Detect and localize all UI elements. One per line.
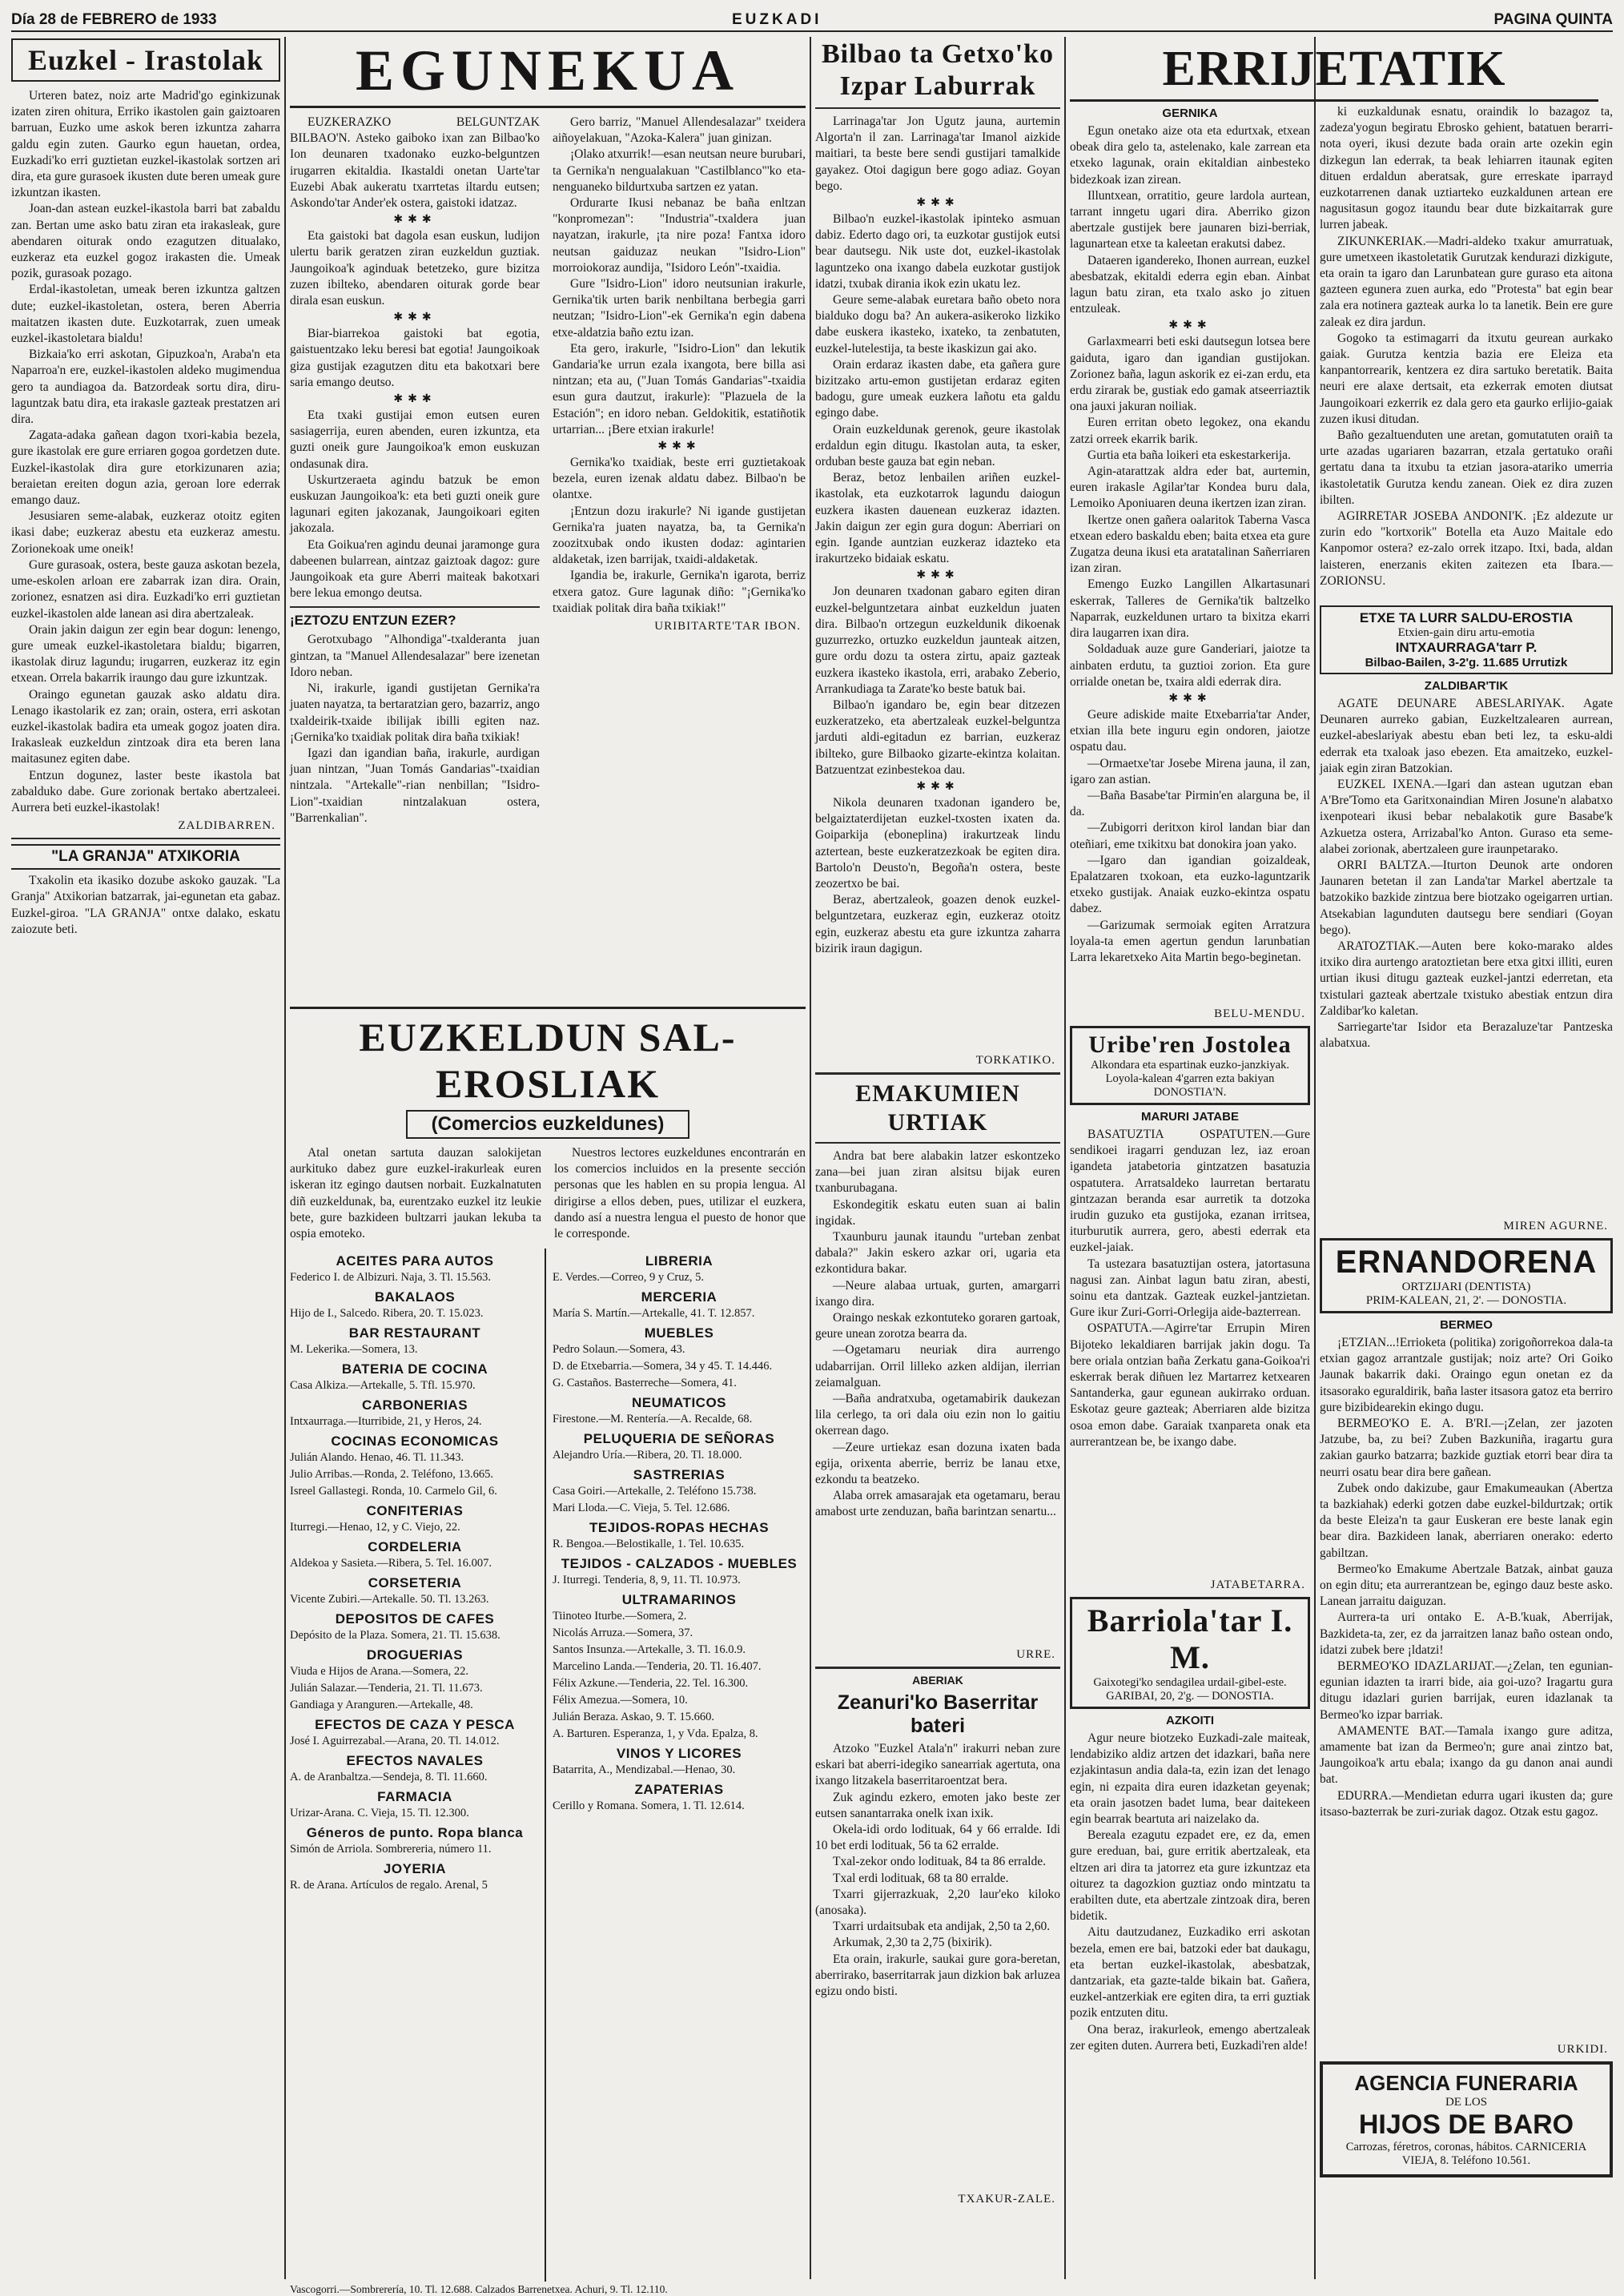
section-label-aberiak: ABERIAK (912, 1674, 963, 1687)
paragraph: Bermeo'ko Emakume Abertzale Batzak, ainbat gauza on egin ditu; eta aurrerantzean be, egingo dauz beste asko. Lanean jarraitu daiguzan. (1320, 1562, 1613, 1609)
store-directory (290, 1007, 806, 2296)
paragraph: Txarri gijerrazkuak, 2,20 laur'eko kiloko (anosaka). (815, 1887, 1060, 1918)
store-entry: Alejandro Uría.—Ribera, 20. Tl. 18.000. (553, 1449, 742, 1462)
paragraph: —Garizumak sermoiak egiten Arratzura loyala-ta emen agertun gendun larunbatian Larra lekaretxeko Aita Martin bego-beginetan. (1070, 918, 1310, 964)
paragraph: Gernika'ko txaidiak, beste erri guztietakoak bezela, euren izenak aldatu dabez. Bilbao'n be olantxe. (553, 456, 806, 502)
paragraph: Gerotxubago "Alhondiga"-txalderanta juan gintzan, ta "Manuel Allendesalazar" bere izenetan Idoro neban. (290, 633, 540, 679)
ad-ernandorena (1320, 1238, 1613, 1313)
paragraph: Ikertze onen gañera oalaritok Taberna Vasca etxean edero baskaldu eben; baita etxea eta gure Zugatza deuna ikusi eta aratatalinan Sañerriaren izan ziran. (1070, 513, 1310, 576)
paragraph: BERMEO'KO E. A. B'RI.—¡Zelan, zer jazoten Jatzube, ba, zu bei? Zuben Bazkuniña, iragartu gura zakian gaurko batzarra; bazkide guztiak etorri bear dira ta neurri osatu bear dira bere gañean. (1320, 1417, 1613, 1479)
store-category-heading: COCINAS ECONOMICAS (331, 1433, 499, 1450)
paragraph: Txarri urdaitsubak eta andijak, 2,50 ta 2,60. (833, 1920, 1051, 1934)
column-3 (815, 37, 1060, 2279)
paragraph: Zubek ondo dakizube, gaur Emakumeaukan (Abertza ta bazkiahak) ederki gotzen dabe euzkel-bildurtzak; ortik da beste Eleiza'n ta gaur Euskeran ere beste lanak egin bear dira. Bazkideen lanak, aberriaren onerako: ederto gabiltzan. (1320, 1481, 1613, 1560)
article-title-zeanuri: Zeanuri'ko Baserritar bateri (837, 1691, 1039, 1737)
store-entry: J. Iturregi. Tenderia, 8, 9, 11. Tl. 10.973. (553, 1574, 741, 1587)
paragraph: ki euzkaldunak esnatu, oraindik lo bazagoz ta, zadeza'yogun begiratu Ebrosko gehient, batatuen berarri-nota oyeri, ikusi dezute bada orain arte ozekin egin dizkegun lan ederrak, ta beak lehiarren itaunak egiten dituen erdaldun aberatsak, gure erreskate iparrayd euzkotarrenen danak uztiarteko euzkaldunen artean ere nagusitasun gogoz itaundu bear dute bizkaitarrak gure lurren jabeak. (1320, 105, 1613, 232)
header-date: Día 28 de FEBRERO de 1933 (11, 11, 217, 28)
store-category-heading: CORDELERIA (368, 1539, 462, 1555)
ad-text-agencia: Carrozas, féretros, coronas, hábitos. CARNICERIA VIEJA, 8. Teléfono 10.561. (1345, 2141, 1587, 2167)
column-rule (810, 37, 811, 2279)
store-footer-line: Vascogorri.—Sombrerería, 10. Tl. 12.688. Calzados Barrenetxea. Achuri, 9. Tl. 12.110. (290, 2283, 668, 2296)
store-entry: Julián Salazar.—Tenderia, 21. Tl. 11.673. (290, 1682, 483, 1695)
ad-title-etxe: ETXE TA LURR SALDU-EROSTIA (1359, 610, 1574, 625)
paragraph: AGATE DEUNARE ABESLARIYAK. Agate Deunaren aurreko gabian, Euzkeltzalearen aurrean, euzkel-abeslariyak abestu eban beti lez, ta esku-aldi ederrak eta txaloak jaso ebezen. Eta amaitzeko, euzkel-jaiak egin ziran Batzokian. (1320, 697, 1613, 775)
store-category-heading: CONFITERIAS (366, 1503, 464, 1519)
paragraph: Gero barriz, "Manuel Allendesalazar" txeidera aiñoyelakuan, "Azoka-Kalera" juan ginizan. (553, 115, 806, 146)
ad-text-la-granja: Txakolin eta ikasiko dozube askoko gauzak. "La Granja" Atxikorian batzarrak, jai-egunetan eta gabaz. Euzkel-giroa. "LA GRANJA" ontxe dalako, eskatu zaiozute beti. (11, 874, 280, 936)
article-body-emakumien-urtiak (815, 1148, 1060, 1645)
ad-title-uribe: Uribe'ren Jostolea (1088, 1031, 1292, 1058)
store-entry: Batarrita, A., Mendizabal.—Henao, 30. (553, 1763, 736, 1777)
paragraph: —Ogetamaru neuriak dira aurrengo udabarrijan. Orril lilleko azken aldijan, ilerrian zeiamalguan. (815, 1343, 1060, 1389)
divider (815, 107, 1060, 109)
paragraph: —Igaro dan igandian goizaldeak, Epalatzaren txokoan, eta euzko-laguntzarik etxeko gustijak. Anaiak euzko-ekintza ospatu dabez. (1070, 853, 1310, 916)
section-heading-eztozu: ¡EZTOZU ENTZUN EZER? (290, 613, 456, 629)
store-category-heading: DROGUERIAS (366, 1647, 464, 1663)
paragraph: Agin-atarattzak aldra eder bat, aurtemin, euren irakasle Agilar'tar Kondea buru dala, Lemoiko Aponiuaren deuna ikertzen izan ziran. (1070, 464, 1310, 511)
egunekua-right-column (553, 115, 806, 1003)
store-category-heading: VINOS Y LICORES (616, 1746, 742, 1762)
ad-address-etxe: Bilbao-Bailen, 3-2'g. 11.685 Urrutizk (1365, 656, 1568, 669)
store-category-heading: TEJIDOS-ROPAS HECHAS (589, 1520, 770, 1536)
store-category-heading: SASTRERIAS (633, 1467, 726, 1483)
store-list-left (290, 1249, 546, 2282)
egunekua-left-column (290, 115, 540, 1003)
paragraph: Baño gezaltuenduten une aretan, gomutatuten oraiñ ta urte azadas ugariaren bazarran, etzala gertatuko orañi gertatu dana ta itxubu ta etzian jasora-atariko umerria ikastoletatik Gurutza kendu zanean. Oiek ez dira zuzen ibilten. (1320, 428, 1613, 507)
store-entry: Simón de Arriola. Sombrereria, número 11. (290, 1843, 492, 1856)
store-entry: Santos Insunza.—Artekalle, 3. Tl. 16.0.9. (553, 1643, 746, 1657)
store-entry: Iturregi.—Henao, 12, y C. Viejo, 22. (290, 1521, 460, 1534)
store-entry: Viuda e Hijos de Arana.—Somera, 22. (290, 1665, 469, 1679)
paragraph: Garlaxmearri beti eski dautsegun lotsea bere gaiduta, igaro dan igandian gustijokan. Zorionez baña, lagun askorik ez ei-zan erdu, eta erdu zirarak be, gustiak edo gamak atseerriaztik ona jauxi jakuran noiliak. (1070, 335, 1310, 414)
store-category-heading: ACEITES PARA AUTOS (336, 1253, 494, 1269)
ad-subtitle-ernandorena: ORTZIJARI (DENTISTA) (1401, 1281, 1531, 1293)
paragraph: Orain erdaraz ikasten dabe, eta gañera gure bizitzako artu-emon gustijetan erdaraz egiten badogu, gure umeak euzkera lañotu eta galdu egingo dabe. (815, 357, 1060, 420)
article-body-izpar-laburrak (815, 114, 1060, 1051)
separator-stars: ✱✱✱ (1168, 320, 1212, 332)
paragraph: Bilbao'n euzkel-ikastolak ipinteko asmuan dabiz. Ederto dago ori, ta euzkotar gustijok eutsi bear dautsegu. Nik uste dot, euzkel-ikastolak laguntzeko ona ixango dabela euzkotar gustijok idatzi, txubak dirania ikok ezin ukatu lez. (815, 212, 1060, 291)
column-2 (290, 37, 806, 2296)
paragraph: Eta gaistoki bat dagola esan euskun, ludijon ulertu barik geratzen ziran euzkeldun guztiak. Jaungoikoa'k aginduak betetzeko, gure bizitza zuzen ibilteko, abendaren oiturak gorde bear dirala esan euskun. (290, 229, 540, 308)
article-signature: URKIDI. (1557, 2043, 1608, 2056)
ad-title-la-granja: "LA GRANJA" ATXIKORIA (11, 844, 280, 870)
article-signature: URIBITARTE'TAR IBON. (654, 620, 801, 633)
paragraph: Bizkaia'ko erri askotan, Gipuzkoa'n, Araba'n eta Naparroa'n ere, euzkel-ikastolen aldeko mugimendua gero ta aundiagoa da. Batzordeak sortu dira, diru-laguntzak batu dira, eta irakasle gazteak prestatzen ari dira. (11, 348, 280, 427)
store-entry: Vicente Zubiri.—Artekalle. 50. Tl. 13.263. (290, 1593, 489, 1606)
store-category-heading: CARBONERIAS (361, 1397, 468, 1413)
column-5 (1320, 104, 1613, 2279)
ad-subtitle-agencia: DE LOS (1445, 2096, 1488, 2109)
paragraph: ARATOZTIAK.—Auten bere koko-marako aldes itxiko dira aurtengo aratoztietan bere etxa gitxi illiti, euren urtian ikusi ditugu gazteak euzkel-jantzi ederretan, eta txistulari gazteak abertzale txistuko abestiak entzun dira Zaldibar'ko kaletan. (1320, 939, 1613, 1018)
section-title-egunekua: EGUNEKUA (290, 38, 806, 108)
store-list-right (553, 1249, 806, 2282)
article-signature: TORKATIKO. (975, 1054, 1055, 1067)
ad-text-barriola: Gaixotegi'ko sendagilea urdail-gibel-este. GARIBAI, 20, 2'g. — DONOSTIA. (1093, 1676, 1287, 1703)
store-entry: R. Bengoa.—Belostikalle, 1. Tel. 10.635. (553, 1538, 745, 1551)
paragraph: Uskurtzeraeta agindu batzuk be emon euskuzan Jaungoikoa'k: eta beti guzti oneik gure lagunari egiten jakozanak, Jaungoikoari egiten jakozala. (290, 472, 540, 536)
store-category-heading: MERCERIA (641, 1289, 718, 1305)
store-category-heading: Géneros de punto. Ropa blanca (306, 1825, 524, 1841)
store-entry: Casa Goiri.—Artekalle, 2. Teléfono 15.738. (553, 1485, 757, 1498)
header-page-number: PAGINA QUINTA (1493, 11, 1613, 28)
paragraph: Illuntxean, orratitio, geure lardola aurtean, tarrant inngetu ugari dira. Aberriko gizon abertzale gustijek bere jaunaren bizi-berriak, lagunartean etxe ta kaleetan erakutsi dabez. (1070, 188, 1310, 251)
paragraph: Txaunburu jaunak itaundu "urteban zenbat dabala?" Jakin eskero azkar ori, ugaria eta ezkontidura bakar. (815, 1230, 1060, 1277)
paragraph: Zagata-adaka gañean dagon txori-kabia bezela, gure ikastolak ere gure erriaren gogoa gordetzen dute. Euzkel-ikastolak dira gure etorkizunaren azia; beraietan ereiten dogun azia, geroan lore ederrak emango dauz. (11, 428, 280, 508)
paragraph: Beraz, abertzaleok, goazen denok euzkel-belguntzetara, euzkeraz egin, euzkeraz otoitz egin, euzkeraz abestu eta gure izkuntza zaharra bizirik iraun dagigun. (815, 893, 1060, 955)
paragraph: Emengo Euzko Langillen Alkartasunari eskerrak, Talleres de Gernika'tik baltzelko Naparrak, euzkeldunen urtaro ta bixitza ekarri dira laugarren ixan dira. (1070, 577, 1310, 641)
store-entry: Mari Lloda.—C. Vieja, 5. Tel. 12.686. (553, 1502, 730, 1515)
paragraph: Oraingo neskak ezkontuteko goraren gartoak, geure unean zorotza bearra da. (815, 1311, 1060, 1341)
paragraph: Ta ustezara basatuztijan ostera, jatortasuna nagusi zan. Ainbat lagun batu ziran, abesti, soinu eta dantzak. Gazteak euzkel-jantzietan. Gure ikur Zuri-Gorri-Orlegija aide-bazterrean. (1070, 1257, 1310, 1320)
article-body-azkoiti (1070, 1731, 1310, 2179)
paragraph: Jesusiaren seme-alabak, euzkeraz otoitz egiten ikasi dabe; euzkeraz abestu eta euzkeraz amestu. Zorionekoak ume oneik! (11, 509, 280, 556)
paragraph: Eta orain, irakurle, saukai gure gora-beretan, aberrirako, baserritarrak jaun dizkion bak arluzea egizu ondo bisti. (815, 1952, 1060, 1999)
article-signature: TXAKUR-ZALE. (958, 2193, 1055, 2206)
store-entry: E. Verdes.—Correo, 9 y Cruz, 5. (553, 1271, 705, 1285)
article-title-izpar-laburrak: Bilbao ta Getxo'ko Izpar Laburrak (821, 39, 1055, 101)
article-signature: BELU-MENDU. (1214, 1007, 1305, 1020)
store-entry: Gandiaga y Aranguren.—Artekalle, 48. (290, 1699, 473, 1712)
paragraph: Geure adiskide maite Etxebarria'tar Ander, etxian illa bete inguru egin ondoren, jaiotze ospatu dau. (1070, 707, 1310, 754)
paragraph: Andra bat bere alabakin latzer eskontzeko zana—bei juan ziran alsitsu bijak euren txanburubagana. (815, 1149, 1060, 1196)
paragraph: Ni, irakurle, igandi gustijetan Gernika'ra juaten nayatza, ta bertaratzian gero, bazarriz, ango txaldeirik-txaide ibilijak ibilli egiten naz. ¡Gernika'ko txaidiak politak dira baña txikiak! (290, 682, 540, 744)
ad-uribe-jostolea (1070, 1026, 1310, 1105)
paragraph: Eta txaki gustijai emon eutsen euren sasiagerrija, euren abenden, euren izkuntza, eta guzti oneik gure Jaungoikoa'k emon euskuzan ondasunak dira. (290, 408, 540, 471)
paragraph: —Zubigorri deritxon kirol landan biar dan oteñiari, eme txikitxu bat donokira joan yako. (1070, 821, 1310, 851)
store-category-heading: ULTRAMARINOS (621, 1592, 737, 1608)
paragraph: Orain jakin daigun zer egin bear dogun: lenengo, gure umeak euzkel-ikastoletara bialdu; bigarren, ikastolak diruz lagundu; irugarren, euzkeraz itz egin etxean. Orrela bakarrik iraungo dau gure izkuntzak. (11, 622, 280, 686)
paragraph: Okela-idi ordo lodituak, 64 y 66 erralde. Idi 10 bet erdi lodituak, 56 ta 62 erralde. (815, 1823, 1060, 1853)
paragraph: Eta gero, irakurle, "Isidro-Lion" dan lekutik Gandaria'ke urrun ezala ixangota, bere billa asi nintzan; eta au, ("Juan Tomás Gandarias"-txaidia esun gura dautzut, irakurle): "Plazuela de la Estación"; en idoro neban. Geldokitik, estatiñotik urtarrian... ¡Bere etxian irakurle! (553, 341, 806, 436)
paragraph: Eskondegitik eskatu euten suan ai balin ingidak. (815, 1197, 1060, 1228)
store-entry: D. de Etxebarria.—Somera, 34 y 45. T. 14.446. (553, 1360, 773, 1373)
store-entry: Félix Amezua.—Somera, 10. (553, 1694, 688, 1707)
paragraph: Bereala ezagutu ezpadet ere, ez da, emen gure ereduan, bai, gure erritik abertzaleak, eta eltzen ari dira ta jatorrez eta gure izkuntzaz eta oiturez ta dagozkion guztiaz ondo mintzatu ta erabilten dute, eta abertzale zintzoak dira, beren bidetik. (1070, 1828, 1310, 1924)
ad-text-uribe: Alkondara eta espartinak euzko-janzkiyak. Loyola-kalean 4'garren ezta bakiyan DONOSTIA'N. (1090, 1059, 1289, 1099)
paragraph: Soldaduak auze gure Ganderiari, jaiotze ta ainbaten erdutu, ta guztioi zorion. Eta gure orrialde onetan be, txaira aldi ederrak dira. (1070, 642, 1310, 689)
store-entry: A. de Aranbaltza.—Sendeja, 8. Tl. 11.660. (290, 1771, 488, 1784)
paragraph: Nikola deunaren txadonan igandero be, belgaiztaterdijetan euzkel-txosten ixaten da. Goiparkija (eboneplina) irakurtzeak lindu aztertean, beste euzkeratzezkoak be egiten dira. Bartolo'n Deusto'n, Begoña'n ostera, beste zeozertxo be bai. (815, 795, 1060, 891)
store-directory-title: EUZKELDUN SAL-EROSLIAK (359, 1015, 737, 1106)
store-entry: Tiinoteo Iturbe.—Somera, 2. (553, 1610, 687, 1623)
paragraph: —Neure alabaa urtuak, gurten, amargarri ixango dira. (815, 1278, 1060, 1309)
store-entry: Pedro Solaun.—Somera, 43. (553, 1343, 685, 1357)
paragraph: Euren erritan obeto legokez, ona ekandu zatzi orreek ekarrik barik. (1070, 416, 1310, 446)
article-signature: JATABETARRA. (1210, 1578, 1305, 1591)
store-category-heading: JOYERIA (383, 1861, 447, 1877)
paragraph: Dataeren igandereko, Ihonen aurrean, euzkel abesbatzak, ekitaldi ederra egin eban. Ainbat lagun batu ziran, eta txalo asko jo zituen entzuleak. (1070, 253, 1310, 316)
section-heading-gernika: GERNIKA (1162, 107, 1218, 120)
article-title-emakumien-urtiak: EMAKUMIEN URTIAK (855, 1080, 1020, 1136)
store-entry: Julián Alando. Henao, 46. Tl. 11.343. (290, 1451, 464, 1465)
ad-subtitle-etxe: Etxien-gain diru artu-emotia (1397, 626, 1535, 639)
store-intro-spanish: Nuestros lectores euzkeldunes encontrarán en los comercios incluidos en la presente sección personas que les hablen en su propia lengua. Al dirigirse a ellos deben, pues, utilizar el euzkera, dando así a nuestra lengua el puesto de honor que le corresponde. (554, 1146, 806, 1241)
paragraph: Gogoko ta estimagarri da itxutu geurean aurkako gaiak. Gurutza kentzia bazia ere Eleiza eta kanpantorrearik, kentzera ez dira sartuko beretatik. Baita neuri ere alaxe dertsait, eta ezkerrak emoten diutsat Jaungoikoari ezkerrik ez dala gero eta gaurko erlijio-gaiak zuzen ikusi ditudan. (1320, 331, 1613, 426)
store-category-heading: NEUMATICOS (631, 1395, 726, 1411)
ad-name-agencia: HIJOS DE BARO (1358, 2109, 1574, 2140)
paragraph: Aurrera-ta uri ontako E. A-B.'kuak, Aberrijak, Bazkideta-ta, zer, ez da jarraitzen lanaz baño ostean ondo, idatzi zubek bere ¡ldatzi! (1320, 1610, 1613, 1657)
column-rule (1064, 37, 1066, 2279)
separator-stars: ✱✱✱ (393, 393, 436, 406)
ad-title-barriola: Barriola'tar I. M. (1087, 1602, 1293, 1675)
paragraph: Arkumak, 2,30 ta 2,75 (bixirik). (833, 1936, 992, 1950)
paragraph: Aitu dautzudanez, Euzkadiko erri askotan bezela, emen ere bai, batzoki eder bat daukagu, eta bertan euzkel-ikastolak, abesbatzak, dantzariak, eta gazte-talde bikain bat. Gañera, euzkel-antzerkiak ere egiten dira, ta erri guztiak pozik entzuten ditu. (1070, 1925, 1310, 2021)
paragraph: Beraz, betoz lenbailen ariñen euzkel-ikastolak, eta euzkotarrok lagundu daiogun euzkera ikasten dauenean euzkeraz idazten. Jakin daigun zer egin gura dogun: Aberriari on egin. Igande auntzian euzkeraz idazteko eta irakurtzeko bidaiak eskatu. (815, 471, 1060, 566)
paragraph: OSPATUTA.—Agirre'tar Errupin Miren Bijoteko lekaldiaren barrijak jakin dogu. Ta bere oriala ontzian baña Zerkatu gana-Goikoa'ri eskerrak berak diñuen lez Martarrez ketxearen Santanderka, gaur egunean aukirrako orduan. Eskotaz geure gazteak; Aberriaren alde bizitza osoa emon dabe. Garaiak txanpareta onak eta aurrerantzean be, be ixango dabe. (1070, 1321, 1310, 1449)
store-entry: Depósito de la Plaza. Somera, 21. Tl. 15.638. (290, 1629, 500, 1643)
article-signature: MIREN AGURNE. (1503, 1220, 1608, 1232)
store-entry: Intxaurraga.—Iturribide, 21, y Heros, 24. (290, 1415, 482, 1429)
paragraph: —Zeure urtiekaz esan dozuna ixaten bada egija, orixenta aberrie, berriz be lanau etxe, ezkondu ta beatzeko. (815, 1440, 1060, 1487)
paragraph: BERMEO'KO IDAZLARIJAT.—¿Zelan, ten egunian-egunian idazten ta irarri bide, aia goi-uzo? Iragartu gura ditugu idazlari gurien barrijak, euren idazlanak ta Bermeo'ko izpar barriak. (1320, 1659, 1613, 1722)
paragraph: Sarriegarte'tar Isidor eta Berazaluze'tar Pantzeska alabatxua. (1320, 1020, 1613, 1051)
store-entry: Hijo de I., Salcedo. Ribera, 20. T. 15.023. (290, 1307, 484, 1321)
separator-stars: ✱✱✱ (916, 197, 959, 210)
paragraph: Agur neure biotzeko Euzkadi-zale maiteak, lendabiziko aldiz artzen det idazkari, baña nere ezjakintasun andia dala-ta, ezin izan det lenago egin, ni ezpaita dira euren idazketan geyenak; eta orain jasotzen badet luma, bear daitekeen egin bearrak beartuta ari naizelako da. (1070, 1731, 1310, 1827)
store-entry: Marcelino Landa.—Tenderia, 20. Tl. 16.407. (553, 1660, 762, 1674)
divider (815, 1072, 1060, 1075)
section-heading-azkoiti: AZKOITI (1166, 1714, 1214, 1727)
paragraph: Atzoko "Euzkel Atala'n" irakurri neban zure eskari bat aberri-idegiko sanearriak agertuta, ona ixango litzakela baserritaroentzat bera. (815, 1742, 1060, 1788)
paragraph: Larrinaga'tar Jon Ugutz jauna, aurtemin Algorta'n il zan. Larrinaga'tar Imanol aizkide maitiari, ta beste bere sendi gustijari tamalkide gayakez. Otoi dagigun bere gogo adiaz. Goyan bego. (815, 115, 1060, 193)
paragraph: Erdal-ikastoletan, umeak beren izkuntza galtzen dute; euzkel-ikastoletan, ostera, beren Aberria maitatzen ikasten dute. Euzkotarrak, zuen umeak euzkel-ikastoletara bialdu! (11, 283, 280, 346)
paragraph: ORRI BALTZA.—Iturton Deunok arte ondoren Jaunaren betetan il zan Landa'tar Markel abertzale ta batzokiko bazkide zintzua bere biotzako ogeigarren urtian. Atsekabian lagunduten dautsegu bere sendiari (Goyan bego). (1320, 858, 1613, 937)
paragraph: EUZKEL IXENA.—Igari dan astean ugutzan eban A'Bre'Tomo eta Garitxonaindian Miren Josune'n alabatxo ixenpoteari ikusi bebar nebalakotik gure Basabe'k Azkuetza ostera, Arrizabal'ko Anton. Guraso eta seme-alabei zorionak, abertzaleen gure iraunpetarako. (1320, 778, 1613, 856)
store-category-heading: EFECTOS DE CAZA Y PESCA (315, 1717, 515, 1733)
ad-name-etxe: INTXAURRAGA'tarr P. (1395, 640, 1538, 655)
store-entry: José I. Aguirrezabal.—Arana, 20. Tl. 14.012. (290, 1735, 500, 1748)
paragraph: ZIKUNKERIAK.—Madri-aldeko txakur amurratuak, gure umetxeen ikastoletatik Gurutzak kendurazi dizkigute, eta orain ta igaro dan Larunbatean gure guraso eta aitona gazteen egunera zuen aurka, edo "Protesta" bat egin bear zala era notinera gazteak aurka lo ta lanetik. Bein ere gure zaleak ez dira jardun. (1320, 234, 1613, 329)
page-header (11, 6, 1613, 32)
store-entry: Félix Azkune.—Tenderia, 22. Tel. 16.300. (553, 1677, 749, 1691)
divider (815, 1142, 1060, 1144)
header-paper-name: EUZKADI (732, 11, 822, 28)
article-body-bermeo (1320, 1335, 1613, 2040)
store-category-heading: CORSETERIA (368, 1575, 462, 1591)
column-1 (11, 37, 280, 2279)
store-entry: Nicolás Arruza.—Somera, 37. (553, 1627, 693, 1640)
paragraph: Bilbao'n igandaro be, egin bear ditzezen euzkeratzeko, eta abertzaleak euzkel-belguntza jarduti aldi-egitadun ez barrian, euzkeraz ibilteko, gure Bilbaoko gizarte-ekintza kolaitan. Batzuentzat ezinbestekoa dau. (815, 698, 1060, 777)
paragraph: Igandia be, irakurle, Gernika'n igarota, berriz etxera gatoz. Gure lagunak diño: "¡Gernika'ko txaidiak politak dira baña txikiak!" (553, 569, 806, 615)
ad-agencia-funeraria (1320, 2061, 1613, 2177)
store-directory-subtitle: (Comercios euzkeldunes) (406, 1110, 690, 1139)
paragraph: —Ormaetxe'tar Josebe Mirena jauna, il zan, igaro zan astian. (1070, 756, 1310, 786)
paragraph: Eta Goikua'ren agindu deunai jaramonge gura dabeenen bularrean, aintzaz gaiztoak dagoz: gure Jaungoikoak eta gure Aberri maiteak bakotxari bere lekua emongo deutsa. (290, 537, 540, 601)
paragraph: ¡Olako atxurrik!—esan neutsan neure burubari, ta Gernika'n nengualakuan "Castilblanco"'ko eta-nenguaneko bildurtxuba sartzen ez yatan. (553, 147, 806, 194)
article-body-euzkel-irastolak (11, 88, 280, 816)
store-entry: Isreel Gallastegi. Ronda, 10. Carmelo Gil, 6. (290, 1485, 497, 1498)
store-category-heading: PELUQUERIA DE SEÑORAS (583, 1431, 775, 1447)
store-entry: Cerillo y Romana. Somera, 1. Tl. 12.614. (553, 1799, 745, 1813)
paragraph: Gure "Isidro-Lion" idoro neutsunian irakurle, Gernika'tik urten barik nenbiltana berbegia garri neutzan; "Isidro-Lion"-ek Gernika'n egin dabena etxe-aldatzia baño eztu izan. (553, 277, 806, 340)
article-body-zeanuri (815, 1741, 1060, 2189)
paragraph: Gurtia eta baña loikeri eta eskestarkerija. (1087, 448, 1291, 462)
paragraph: Urteren batez, noiz arte Madrid'go eginkizunak izaten ziren ohitura, Erriko ikastolen gain gaiztoaren barruan, Euzko ume askok beren izkuntza zaharra galdu egin zuten. Gaurko egun hauetan, ordea, Euzkadi'ko erri guztietan euzkel-ikastolak sortzen ari dira, eta gure gurasoek ikusten dute beren umeak gure izkuntzan ikasten. (11, 89, 280, 200)
store-entry: Julio Arribas.—Ronda, 2. Teléfono, 13.665. (290, 1468, 494, 1482)
egunekua-columns (290, 115, 806, 1003)
ad-title-agencia: AGENCIA FUNERARIA (1354, 2071, 1578, 2095)
paragraph: Egun onetako aize ota eta edurtxak, etxean obeak dira gelo ta, astelenako, kale zarrean eta etxeko lagunak, orain ekitaldian ainbesteko bidezkoak izan zirean. (1070, 124, 1310, 187)
store-category-heading: MUEBLES (644, 1325, 714, 1341)
paragraph: ¡Entzun dozu irakurle? Ni igande gustijetan Gernika'ra juaten nayatza, ba, ta Gernika'n zoozitxubak ondo ikusten dodaz: agintarien aldaketak, izen barrijak, txaidi-aldaketak. (553, 504, 806, 567)
separator-stars: ✱✱✱ (916, 569, 959, 582)
separator-stars: ✱✱✱ (916, 780, 959, 793)
paragraph: Orain euzkeldunak gerenok, geure ikastolak erdaldun egin ditugu. Ikastolan auta, ta esker, orduban beste gauza bat egin neban. (815, 422, 1060, 469)
store-entry: M. Lekerika.—Somera, 13. (290, 1343, 418, 1357)
article-body-continuation (1320, 104, 1613, 601)
store-entry: Urizar-Arana. C. Vieja, 15. Tl. 12.300. (290, 1807, 469, 1820)
paragraph: Gure gurasoak, ostera, beste gauza askotan bezela, ume-eskolen arloan ere zabarrak izan dira. Orain, zorionez, esnatzen asi dira. Euzkadi'ko erri guztietan euzkel-ikastolen alde lanean asi dira abertzaleak. (11, 557, 280, 621)
article-body-maruri (1070, 1127, 1310, 1575)
store-category-heading: BAR RESTAURANT (348, 1325, 481, 1341)
store-category-heading: DEPOSITOS DE CAFES (335, 1611, 495, 1627)
paragraph: Txal erdi lodituak, 68 ta 80 erralde. (833, 1871, 1009, 1885)
section-heading-zaldibar: ZALDIBAR'TIK (1424, 679, 1509, 693)
paragraph: —Baña Basabe'tar Pirmin'en alarguna be, il da. (1070, 788, 1310, 819)
paragraph: AMAMENTE BAT.—Tamala ixango gure aditza, amamente bat izan da Bermeo'n; gure anai zintzo bat, Jaungoikoa'k artu ebala; ixango da gu danon anai aundi bat. (1320, 1723, 1613, 1787)
paragraph: Ona beraz, irakurleok, emengo abertzaleak zer egiten duten. Aurrera beti, Euzkadi'ren alde! (1070, 2022, 1310, 2053)
article-title-euzkel-irastolak: Euzkel - Irastolak (11, 38, 280, 82)
column-rule (284, 37, 286, 2279)
article-body-zaldibar (1320, 696, 1613, 1216)
article-signature: ZALDIBARREN. (178, 819, 275, 833)
store-entry: Casa Alkiza.—Artekalle, 5. Tfl. 15.970. (290, 1379, 476, 1393)
paragraph: ¡ETZIAN...!Errioketa (politika) zorigoñorrekoa dala-ta etxian gagoz arrantzale gustijak; noiz arte? Ori Goiko Jaunak bakarrik daki. Oraingo egun onetan ez da itsasorako eguraldirik, baña laster itsasora gatoz eta berriro gure bizibidearekin ekingo dugu. (1320, 1336, 1613, 1414)
ad-address-ernandorena: PRIM-KALEAN, 21, 2'. — DONOSTIA. (1365, 1294, 1567, 1307)
paragraph: AGIRRETAR JOSEBA ANDONI'K. ¡Ez aldezute ur zurin edo "kortxorik" Botella eta Auzo Maitale edo Kanpomor ostera? ez-zalo orrek itzapo. Itxi, bada, aldan laisteren, enerzanis ekiten zaitezen eta Ibara.—ZORIONSU. (1320, 509, 1613, 588)
divider (11, 838, 280, 839)
separator-stars: ✱✱✱ (393, 214, 436, 227)
paragraph: Alaba orrek amasarajak eta ogetamaru, berau amabost urte zenduzan, baña barintzan senartu... (815, 1489, 1060, 1519)
store-intro-basque: Atal onetan sartuta dauzan salokijetan aurkituko dabez gure euzkel-irakurleak euren iskeran itz egingo dautsen norbait. Euzkalnatuten diñ euzkeldunak, ba, eurentzako euzkel itz leukie bete, gure bazkideen bultzarri jaukan lekuba ta ospia emoteko. (290, 1146, 541, 1241)
paragraph: Jon deunaren txadonan gabaro egiten diran euzkel-belguntzetara ainbat euzkeldun juaten dira. Bilbao'n ortzegun euzkeldunik dikoenak guzurrezko, ortuzko euzkeldun jaunteak aitzen, gure ordu dozu ta ostera zirtu, apaiz gazteak euzkera ikasteko ikastola, erri, arabako Zeberio, Arrankudiaga ta Zarate'ko beste batuk bai. (815, 585, 1060, 696)
store-entry: Julián Beraza. Askao, 9. T. 15.660. (553, 1711, 715, 1724)
paragraph: Entzun dogunez, laster beste ikastola bat zabalduko dabe. Gure zorionak bertako abertzaleei. Aurrera beti euzkel-ikastolak! (11, 768, 280, 814)
paragraph: Biar-biarrekoa gaistoki bat egotia, gaistuentzako leku beresi bat egotia! Jaungoikoak giza gustijak ezagutzen ditu eta bakotxari bere saria emango deutso. (290, 327, 540, 389)
paragraph: Igazi dan igandian baña, irakurle, aurdigan juan nintzan, "Juan Tomás Gandarias"-txaidian nintzala. "Artekalle"-rian nenbillan; "Isidro-Lion"-txaidian nintzalakuan ostera, "Barrenkalian". (290, 746, 540, 825)
section-title-errijetatik: ERRIJETATIK (1070, 38, 1598, 102)
separator-stars: ✱✱✱ (1168, 692, 1212, 705)
store-entry: Firestone.—M. Rentería.—A. Recalde, 68. (553, 1413, 753, 1426)
separator-stars: ✱✱✱ (393, 312, 436, 324)
ad-etxe-ta-lurr (1320, 605, 1613, 674)
store-category-heading: LIBRERIA (645, 1253, 714, 1269)
paragraph: Joan-dan astean euzkel-ikastola barri bat zabaldu zan. Bertan ume asko batu ziran eta irakasleak, gure abendaren oiturak ondo ezagutzen ditualako, euzkeraz eta euzkel gogoz irakasten die. Umeak pozik, gurasoak pozago. (11, 202, 280, 281)
ad-title-ernandorena: ERNANDORENA (1335, 1245, 1598, 1280)
section-heading-maruri: MARURI JATABE (1141, 1110, 1239, 1124)
store-category-heading: ZAPATERIAS (634, 1782, 724, 1798)
store-entry: Federico I. de Albizuri. Naja, 3. Tl. 15.563. (290, 1271, 492, 1285)
paragraph: EDURRA.—Mendietan edurra ugari ikusten da; gure itsaso-bazterrak be zuri-zuriak dagoz. Otzak estu gagoz. (1320, 1788, 1613, 1819)
section-heading-bermeo: BERMEO (1440, 1318, 1493, 1332)
paragraph: —Baña andratxuba, ogetamabirik daukezan lila cerlego, ta ori dala oiu ezin non lo gaitiu okerrean dago. (815, 1392, 1060, 1438)
paragraph: BASATUZTIA OSPATUTEN.—Gure sendikoei iragarri genduzan lez, iaz eroan igandeta jatabetoria gintzatzen basatuzia ospatutera. Arratsaldeko laurretan bertaratu gintzazan beranda esar aurretik ta dotzoka irudin guzuko eta gustijoka, ezanan irritsea, iturburutik aurrera, gero, abesti ederrak eta euzkel-jaiak. (1070, 1128, 1310, 1255)
store-entry: G. Castaños. Basterreche—Somera, 41. (553, 1377, 737, 1390)
store-category-heading: BATERIA DE COCINA (341, 1361, 488, 1377)
paragraph: Oraingo egunetan gauzak asko aldatu dira. Lenago ikastolarik ez zan; orain, ostera, erri askotan euzkel-ikastolak badira eta umeak gogoz joaten dira. Irakasleak euzkeldun zintzoak dira eta beren lana maitasunez egiten dabe. (11, 687, 280, 766)
column-rule (1314, 37, 1316, 2279)
store-entry: A. Barturen. Esperanza, 1, y Vda. Epalza, 8. (553, 1727, 758, 1741)
paragraph: Zuk agindu ezkero, emoten jako beste zer eutsen sanantarraka onelk ixan ixik. (815, 1790, 1060, 1820)
store-category-heading: BAKALAOS (374, 1289, 456, 1305)
paragraph: Ordurarte Ikusi nebanaz be baña enltzan "konpromezan": "Industria"-txaldera juan nayatzan, irakurle, ¡ta nire poza! Fantxa idoro neutsan gaiduzaz neukan "Isidro-Lion" morroiokoraz aundija, "Isidoro León"-txaidia. (553, 196, 806, 275)
divider (815, 1667, 1060, 1669)
paragraph: EUZKERAZKO BELGUNTZAK BILBAO'N. Asteko gaiboko ixan zan Bilbao'ko Ion deunaren txadonako euzko-belguntzen irugarren ekitaldia. Ikastaldi onetan Uarte'tar Euzebi Abak aukeratu txarrtetas iltardu eutsen; Askondo'tar Ander'ek ostera, gaistoki idatzaz. (290, 115, 540, 211)
store-entry: R. de Arana. Artículos de regalo. Arenal, 5 (290, 1879, 488, 1892)
store-listings (290, 1249, 806, 2282)
store-entry: María S. Martín.—Artekalle, 41. T. 12.857. (553, 1307, 755, 1321)
store-category-heading: FARMACIA (377, 1789, 452, 1805)
paragraph: Txal-zekor ondo lodituak, 84 ta 86 erralde. (833, 1855, 1046, 1869)
ad-barriola (1070, 1597, 1310, 1709)
store-entry: Aldekoa y Sasieta.—Ribera, 5. Tel. 16.007. (290, 1557, 492, 1570)
paragraph: Geure seme-alabak euretara baño obeto nora bialduko dogu ba? An aukera-asikeroko lizkiko dabe euskera ikasteko, ixateko, ta zenbatuten, euzkel-lutelestija, ta beste ikaskizun gai ako. (815, 293, 1060, 356)
article-body-gernika (1070, 123, 1310, 1004)
store-category-heading: TEJIDOS - CALZADOS - MUEBLES (561, 1556, 798, 1572)
store-category-heading: EFECTOS NAVALES (346, 1753, 484, 1769)
divider (290, 606, 540, 608)
separator-stars: ✱✱✱ (657, 440, 701, 453)
article-signature: URRE. (1016, 1648, 1055, 1661)
